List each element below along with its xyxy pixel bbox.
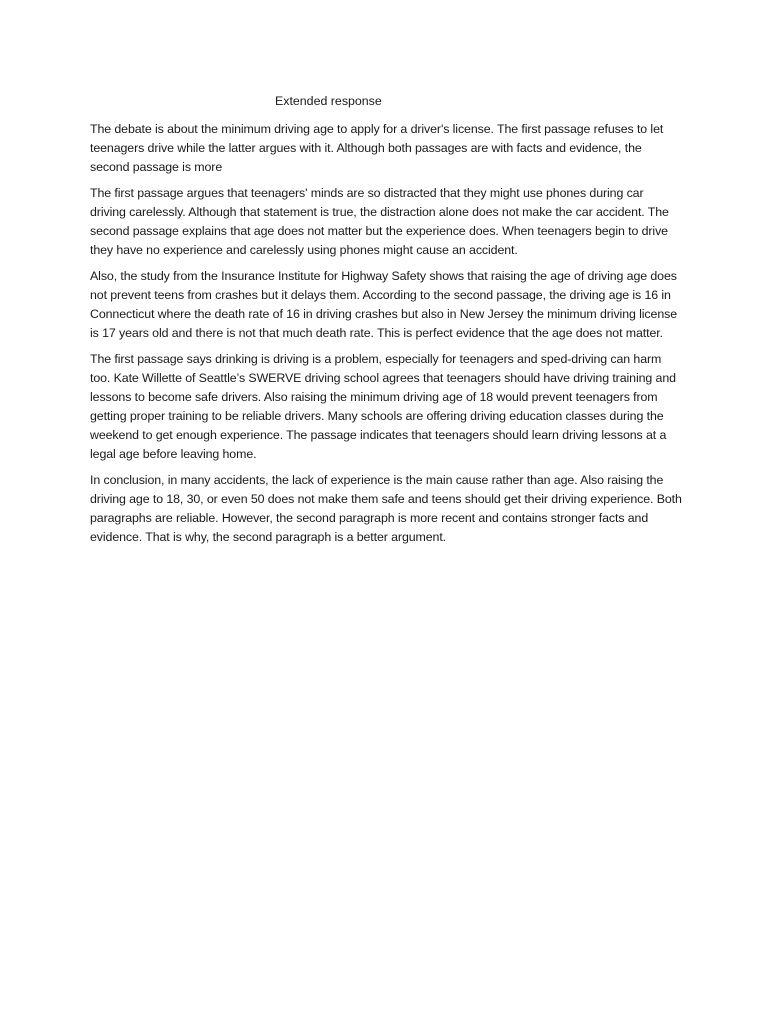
- paragraph-introduction: The debate is about the minimum driving age to apply for a driver's license. The first passage refuses to let teenagers drive while the latter argues with it. Although both passages are with facts and evidence, the second passage is more: [90, 121, 664, 174]
- paragraph-insurance-study: Also, the study from the Insurance Institute for Highway Safety shows that raising the age of driving age does not prevent teens from crashes but it delays them. According to the second passage, the driving age is 16 in Connecticut where the death rate of 16 in driving crashes but also in New Jersey the minimum driving license is 17 years old and there is not that much death rate. This is perfect evidence that the age does not matter.: [90, 269, 678, 340]
- document-title: Extended response: [275, 94, 382, 108]
- paragraph-distraction: The first passage argues that teenagers' minds are so distracted that they might use phones during car driving carelessly. Although that statement is true, the distraction alone does not make the car accident. The second passage explains that age does not matter but the experience does. When teenagers begin to drive they have no experience and carelessly using phones might cause an accident.: [90, 186, 669, 257]
- document-body: [90, 92, 682, 554]
- paragraph-conclusion: In conclusion, in many accidents, the lack of experience is the main cause rather than age. Also raising the driving age to 18, 30, or even 50 does not make them safe and teens should get their driving experience. Both paragraphs are reliable. However, the second paragraph is more recent and contains stronger facts and evidence. That is why, the second paragraph is a better argument.: [90, 473, 682, 545]
- paragraph-driving-training: The first passage says drinking is driving is a problem, especially for teenagers and sped-driving can harm too. Kate Willette of Seattle’s SWERVE driving school agrees that teenagers should have driving training and lessons to become safe drivers. Also raising the minimum driving age of 18 would prevent teenagers from getting proper training to be reliable drivers. Many schools are offering driving education classes during the weekend to get enough experience. The passage indicates that teenagers should learn driving lessons at a legal age before leaving home.: [90, 352, 676, 461]
